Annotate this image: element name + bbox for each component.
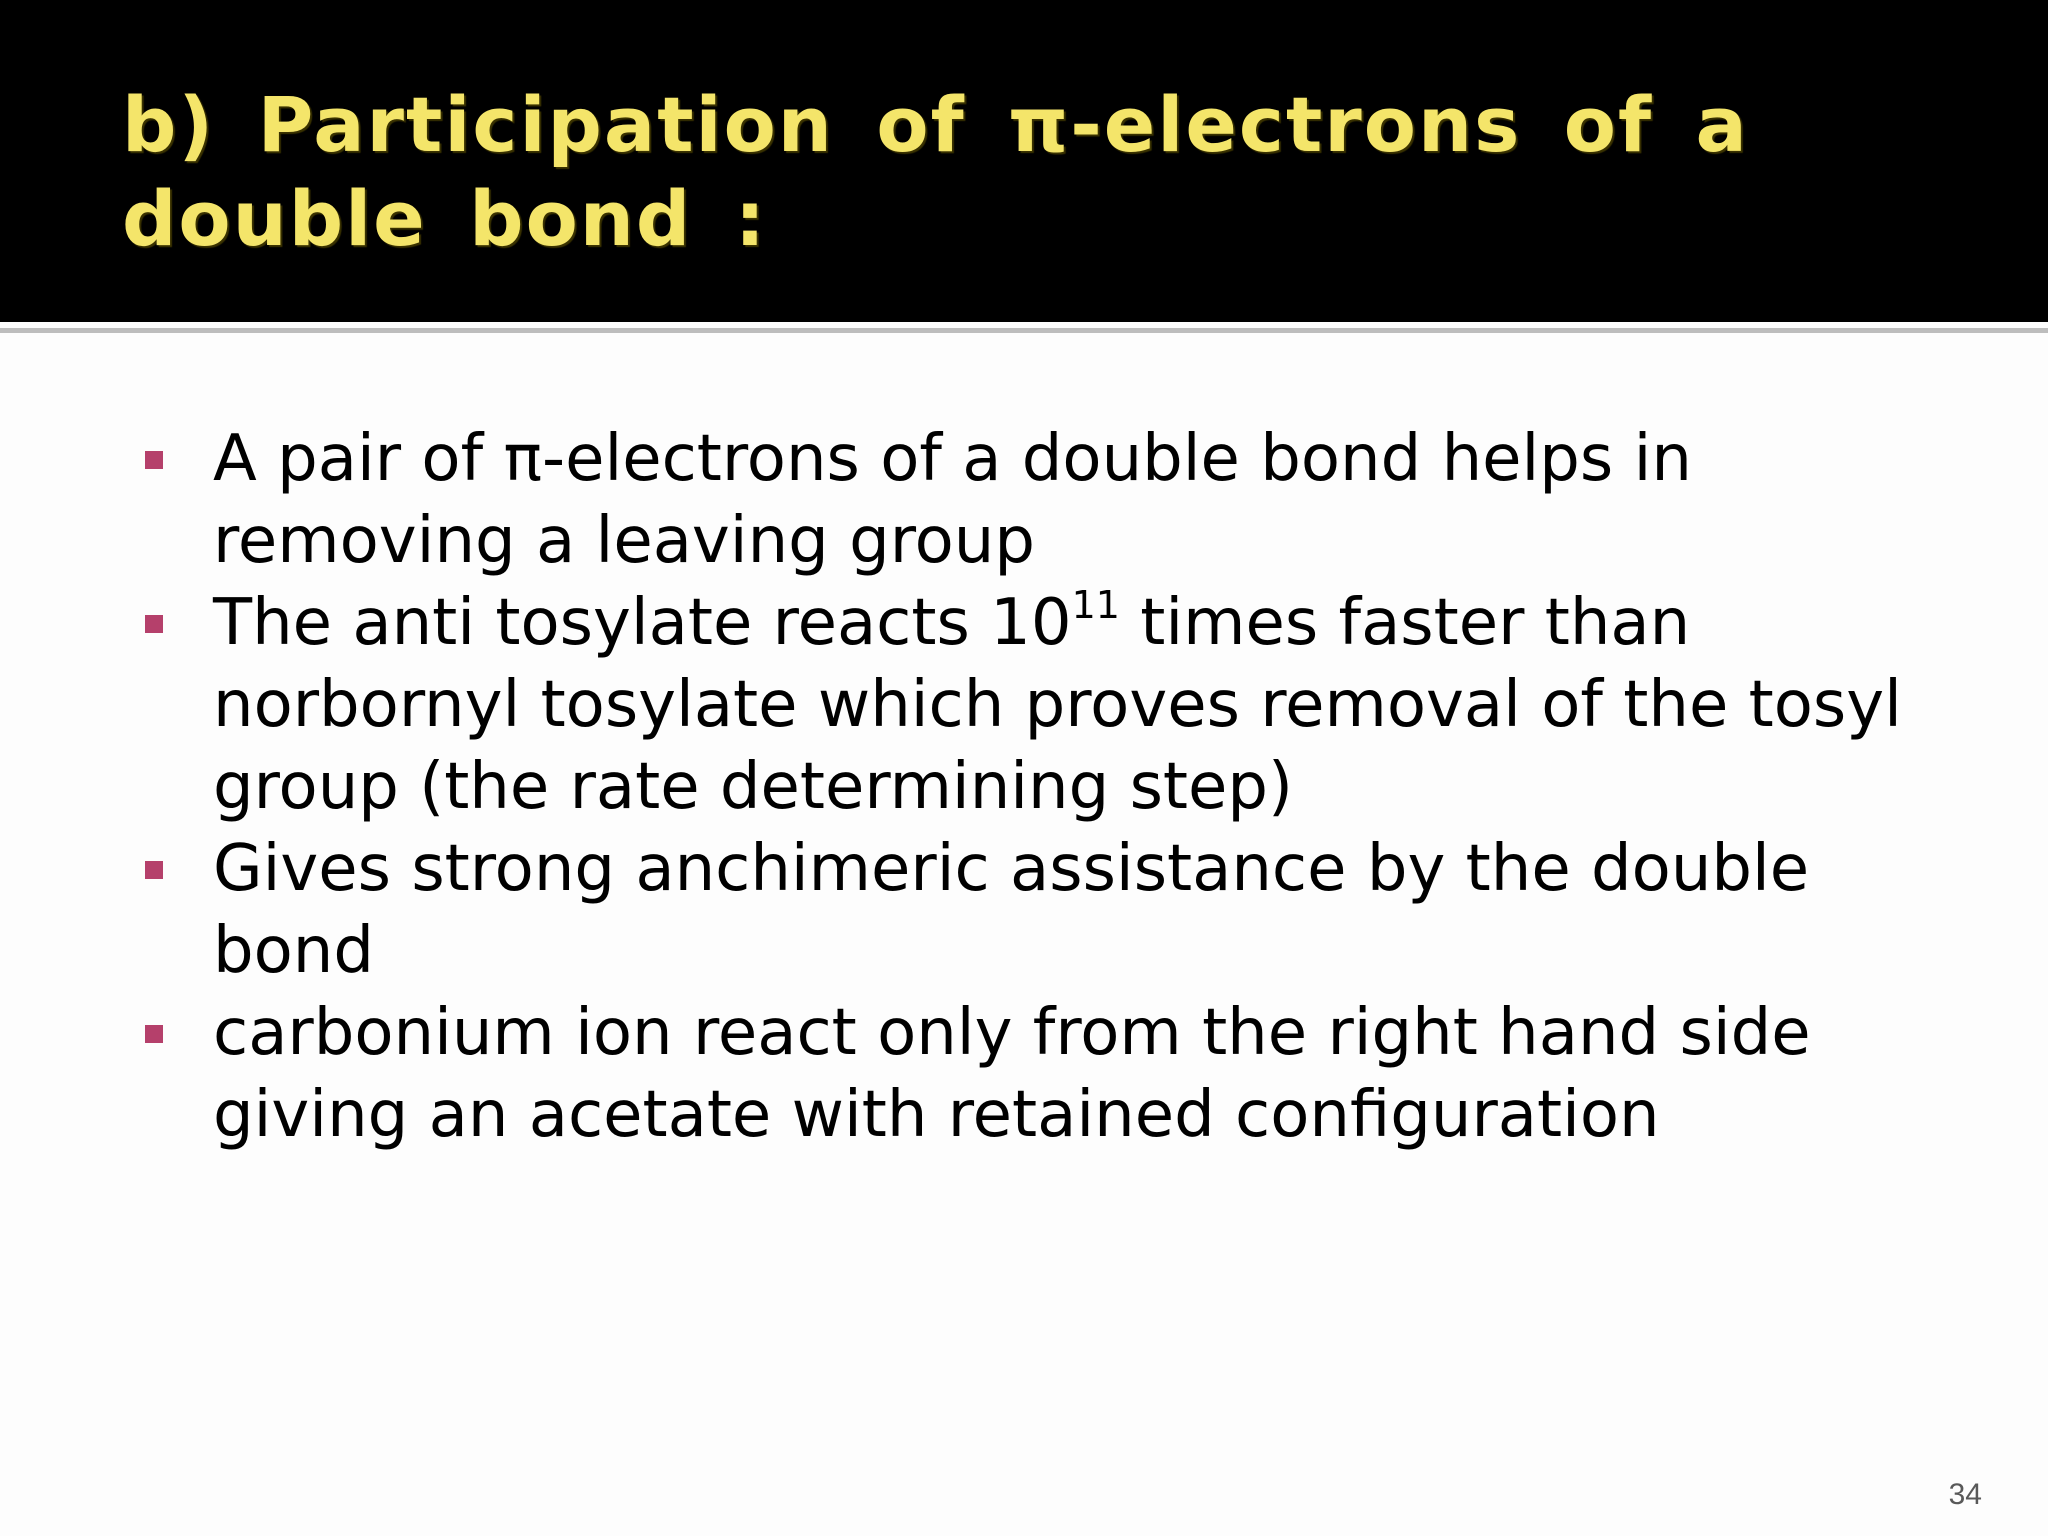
bullet-text-continued: times faster than norbornyl tosylate which proves removal of the tosyl group (the rate determining step) <box>213 586 1902 824</box>
title-divider <box>0 328 2048 333</box>
slide-title: b) Participation of π-electrons of a double bond : <box>122 80 1749 263</box>
bullet-text: A pair of π-electrons of a double bond helps in removing a leaving group <box>213 422 1692 578</box>
bullet-item <box>145 992 1965 1156</box>
bullet-item <box>145 418 1965 582</box>
bullet-item <box>145 582 1965 828</box>
title-bar <box>0 0 2048 322</box>
bullet-text: The anti tosylate reacts 10 <box>213 586 1072 660</box>
bullet-item <box>145 828 1965 992</box>
square-bullet-icon <box>145 861 163 879</box>
bullet-list <box>145 418 1965 1156</box>
square-bullet-icon <box>145 1025 163 1043</box>
exponent: 11 <box>1071 583 1120 627</box>
slide-number: 34 <box>1948 1478 1982 1511</box>
square-bullet-icon <box>145 615 163 633</box>
square-bullet-icon <box>145 451 163 469</box>
bullet-text: Gives strong anchimeric assistance by the double bond <box>213 832 1810 988</box>
bullet-text: carbonium ion react only from the right hand side giving an acetate with retained configuration <box>213 996 1811 1152</box>
